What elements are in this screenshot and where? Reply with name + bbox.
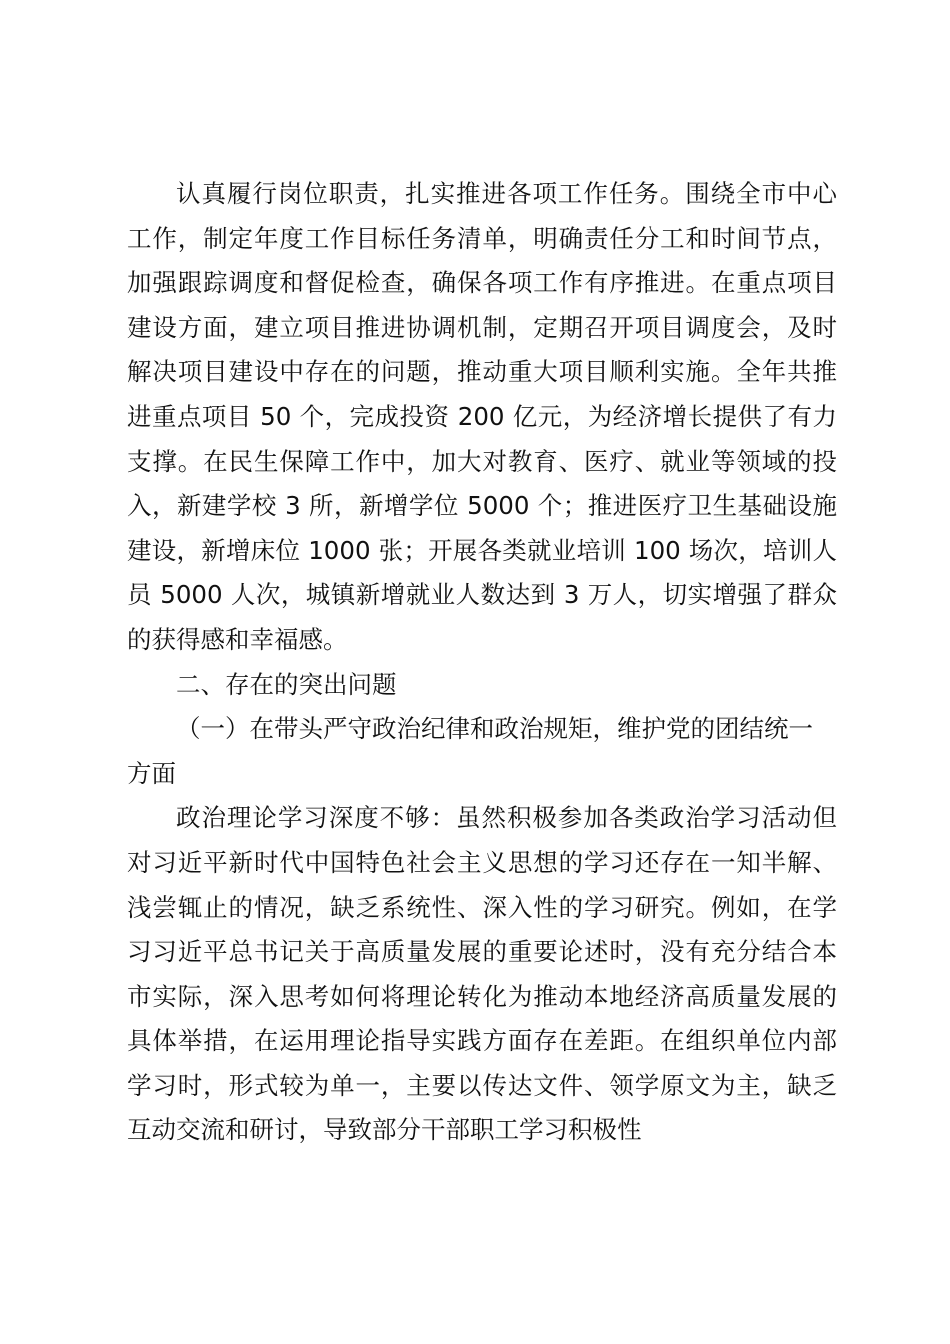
document-body bbox=[127, 172, 837, 1153]
paragraph-theory-study: 政治理论学习深度不够：虽然积极参加各类政治学习活动但对习近平新时代中国特色社会主义思想的学习还存在一知半解、浅尝辄止的情况，缺乏系统性、深入性的学习研究。例如，在学习习近平总书记关于高质量发展的重要论述时，没有充分结合本市实际，深入思考如何将理论转化为推动本地经济高质量发展的具体举措，在运用理论指导实践方面存在差距。在组织单位内部学习时，形式较为单一，主要以传达文件、领学原文为主，缺乏互动交流和研讨，导致部分干部职工学习积极性 bbox=[127, 803, 837, 1145]
subsection-heading-political-discipline: （一）在带头严守政治纪律和政治规矩，维护党的团结统一方面 bbox=[127, 714, 813, 788]
paragraph-work-summary: 认真履行岗位职责，扎实推进各项工作任务。围绕全市中心工作，制定年度工作目标任务清单，明确责任分工和时间节点，加强跟踪调度和督促检查，确保各项工作有序推进。在重点项目建设方面，建立项目推进协调机制，定期召开项目调度会，及时解决项目建设中存在的问题，推动重大项目顺利实施。全年共推进重点项目 50 个，完成投资 200 亿元，为经济增长提供了有力支撑。在民生保障工作中，加大对教育、医疗、就业等领域的投入，新建学校 3 所，新增学位 5000 个；推进医疗卫生基础设施建设，新增床位 1000 张；开展各类就业培训 100 场次，培训人员 5000 人次，城镇新增就业人数达到 3 万人，切实增强了群众的获得感和幸福感。 bbox=[127, 179, 837, 654]
section-heading-problems: 二、存在的突出问题 bbox=[176, 669, 397, 699]
